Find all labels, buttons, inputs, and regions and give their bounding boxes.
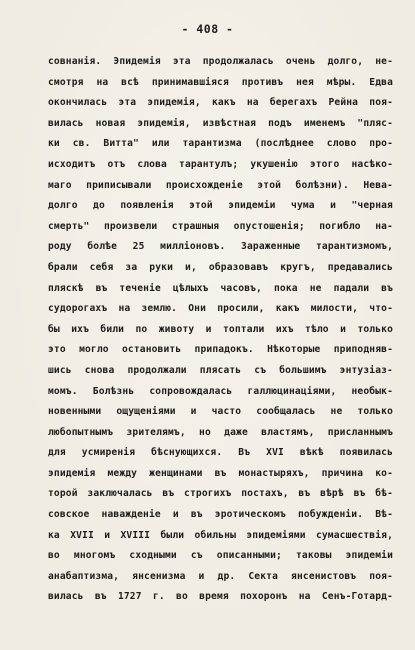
text-line: анабаптизма, янсенизма и др. Секта янсенистовъ поя- <box>48 570 393 582</box>
text-line: новенными ощущеніями и часто сообщалась не только <box>48 406 393 418</box>
text-line: шись снова продолжали плясать съ большимъ энтузіаз- <box>48 364 393 376</box>
text-line: совнанія. Эпидемія эта продолжалась очень долго, не- <box>48 56 393 67</box>
text-line: окончилась эта эпидемія, какъ на берегахъ Рейна поя- <box>48 97 393 109</box>
text-line: эпидемія между женщинами въ монастыряхъ, причина ко- <box>48 467 393 479</box>
text-line: ки св. Витта" или тарантизма (послѣднее слово про- <box>48 138 393 150</box>
text-line: бы ихъ били по животу и топтали ихъ тѣло и только <box>48 323 393 335</box>
text-line: ка XVII и XVIII были обильны эпидеміями сумасшествія, <box>48 529 393 541</box>
text-line: исходитъ отъ слова тарантулъ; укушенію этого насѣко- <box>48 158 393 170</box>
text-line: для усмиренія бѣснующихся. Въ XVI вѣкѣ появилась <box>48 447 393 459</box>
text-line: любопытнымъ зрителямъ, но даже властямъ, присланнымъ <box>48 426 393 438</box>
text-line: вилась въ 1727 г. во время похоронъ на Сенъ-Готард- <box>48 591 393 603</box>
text-line: роду болѣе 25 милліоновъ. Зараженные тарантизмомъ, <box>48 241 393 253</box>
text-line: долго до появленія этой эпидеміи чума и "черная <box>48 200 393 212</box>
text-line: судорогахъ на землю. Они просили, какъ милости, что- <box>48 303 393 315</box>
text-line: торой заключалась въ строгихъ постахъ, въ вѣрѣ въ бѣ- <box>48 488 393 500</box>
text-line: смотря на всѣ принимавшіяся противъ нея мѣры. Едва <box>48 76 393 88</box>
text-line: смерть" произвели страшныя опустошенія; погибло на- <box>48 220 393 232</box>
text-line: это могло остановить припадокъ. Нѣкоторые приподняв- <box>48 344 393 356</box>
text-line: момъ. Болѣзнь сопровождалась галлюцинаціями, необык- <box>48 385 393 397</box>
text-line: маго приписывали происхожденіе этой болѣзни). Нева- <box>48 179 393 191</box>
text-line: вилась новая эпидемія, извѣстная подъ именемъ "пляс- <box>48 117 393 129</box>
text-line: брали себя за руки и, образовавъ кругъ, предавались <box>48 261 393 273</box>
page-number: - 408 - <box>181 22 234 36</box>
text-line: совское наважденіе и въ эротическомъ побужденіи. Вѣ- <box>48 509 393 521</box>
text-line: пляскѣ въ теченіе цѣлыхъ часовъ, пока не падали въ <box>48 282 393 294</box>
body-text <box>48 52 393 608</box>
text-line: во многомъ сходными съ описанными; таковы эпидеміи <box>48 550 393 562</box>
